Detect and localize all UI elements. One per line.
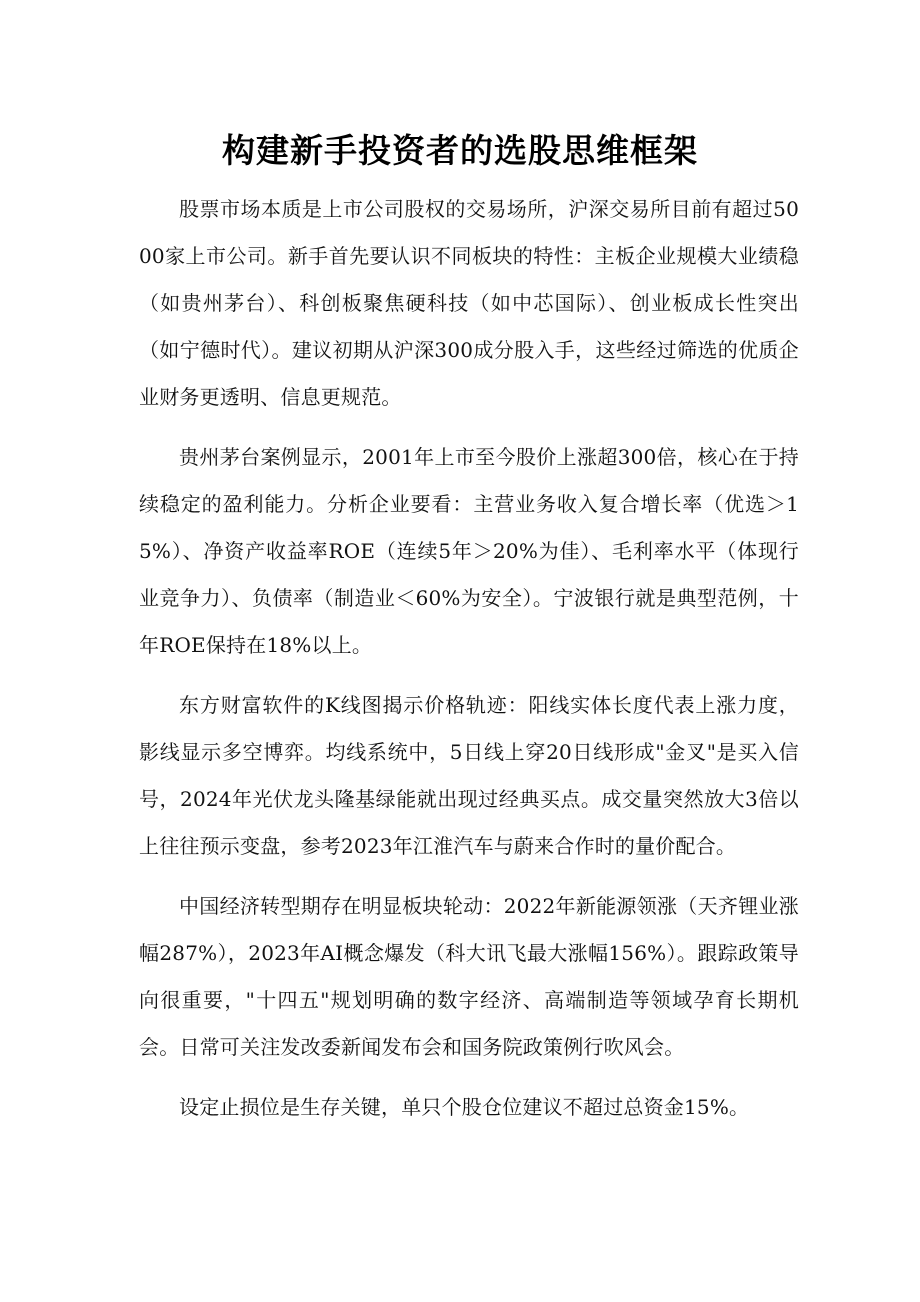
paragraph-fundamentals: 贵州茅台案例显示，2001年上市至今股价上涨超300倍，核心在于持续稳定的盈利能力。分析企业要看：主营业务收入复合增长率（优选＞15%）、净资产收益率ROE（连续5年＞20%为佳）、毛利率水平（体现行业竞争力）、负债率（制造业＜60%为安全）。宁波银行就是典型范例，十年ROE保持在18%以上。: [139, 445, 799, 657]
paragraph-sector-rotation: 中国经济转型期存在明显板块轮动：2022年新能源领涨（天齐锂业涨幅287%），2023年AI概念爆发（科大讯飞最大涨幅156%）。跟踪政策导向很重要，"十四五"规划明确的数字经济、高端制造等领域孕育长期机会。日常可关注发改委新闻发布会和国务院政策例行吹风会。: [139, 894, 799, 1059]
paragraph-risk-control: 设定止损位是生存关键，单只个股仓位建议不超过总资金15%。: [179, 1095, 750, 1119]
document-title: 构建新手投资者的选股思维框架: [222, 131, 698, 170]
paragraph-market-overview: 股票市场本质是上市公司股权的交易场所，沪深交易所目前有超过5000家上市公司。新手首先要认识不同板块的特性：主板企业规模大业绩稳（如贵州茅台）、科创板聚焦硬科技（如中芯国际）、创业板成长性突出（如宁德时代）。建议初期从沪深300成分股入手，这些经过筛选的优质企业财务更透明、信息更规范。: [139, 197, 799, 409]
document-body: [139, 186, 799, 1131]
paragraph-technical-analysis: 东方财富软件的K线图揭示价格轨迹：阳线实体长度代表上涨力度，影线显示多空博弈。均线系统中，5日线上穿20日线形成"金叉"是买入信号，2024年光伏龙头隆基绿能就出现过经典买点。成交量突然放大3倍以上往往预示变盘，参考2023年江淮汽车与蔚来合作时的量价配合。: [139, 693, 799, 858]
